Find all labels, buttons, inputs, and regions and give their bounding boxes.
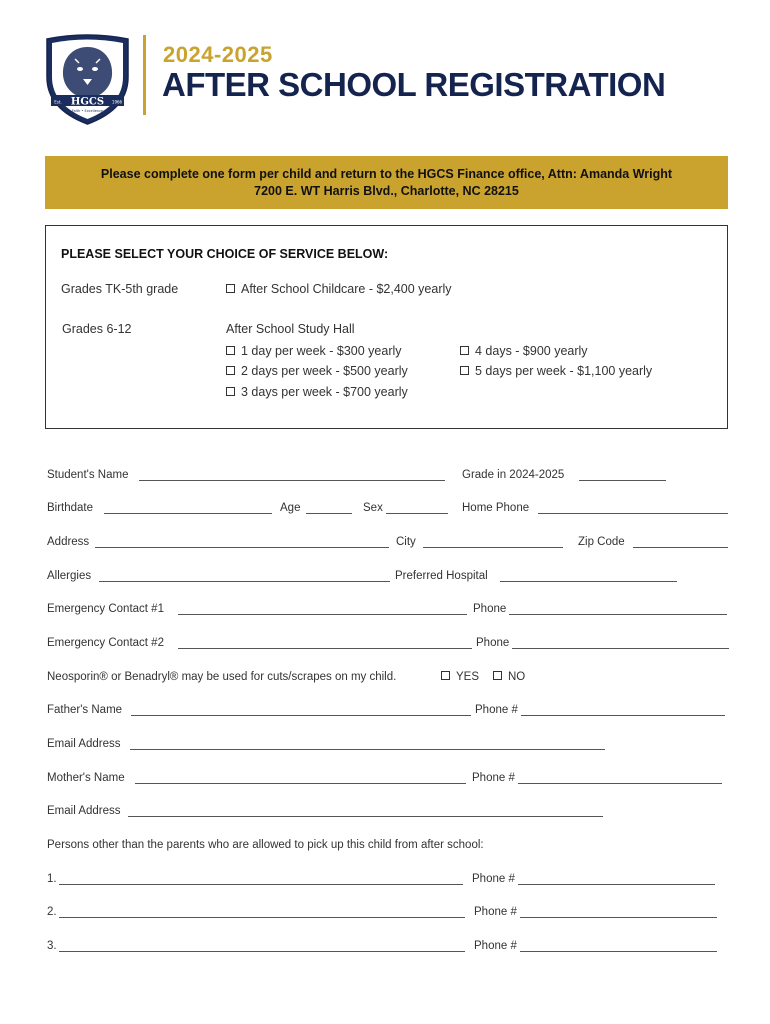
yes-label: YES: [456, 671, 480, 683]
option-4-days[interactable]: [460, 344, 588, 358]
option-2-days-label: 2 days per week - $500 yearly: [241, 364, 408, 378]
pickup-2-number: 2.: [47, 906, 57, 918]
zip-label: Zip Code: [578, 536, 625, 548]
service-heading: PLEASE SELECT YOUR CHOICE OF SERVICE BELOW:: [61, 247, 389, 261]
checkbox-2-days[interactable]: [226, 366, 235, 375]
pickup-1-phone-label: Phone #: [472, 873, 515, 885]
option-5-days[interactable]: [460, 364, 652, 378]
option-3-days-label: 3 days per week - $700 yearly: [241, 385, 408, 399]
checkbox-3-days[interactable]: [226, 387, 235, 396]
logo-text: HGCS: [70, 96, 105, 108]
banner-line-1: Please complete one form per child and return to the HGCS Finance office, Attn: Amanda Wright: [100, 167, 673, 181]
pickup-2-name-field[interactable]: [59, 917, 465, 918]
emergency1-label: Emergency Contact #1: [47, 603, 164, 615]
option-2-days[interactable]: [226, 364, 408, 378]
birthdate-label: Birthdate: [47, 502, 94, 514]
sex-label: Sex: [363, 502, 383, 514]
banner-line-2: 7200 E. WT Harris Blvd., Charlotte, NC 28215: [254, 184, 519, 198]
grade-field[interactable]: [579, 480, 666, 481]
group2-label: Grades 6-12: [62, 322, 132, 336]
pickup-3-number: 3.: [47, 940, 57, 952]
hospital-field[interactable]: [500, 581, 677, 582]
emergency2-phone-field[interactable]: [512, 648, 729, 649]
option-4-days-label: 4 days - $900 yearly: [475, 344, 588, 358]
pickup-3-phone-field[interactable]: [520, 951, 717, 952]
checkbox-no[interactable]: [493, 671, 502, 680]
birthdate-field[interactable]: [104, 513, 272, 514]
father-phone-field[interactable]: [521, 715, 725, 716]
emergency2-label: Emergency Contact #2: [47, 637, 164, 649]
emergency1-phone-field[interactable]: [509, 614, 727, 615]
sex-field[interactable]: [386, 513, 448, 514]
checkbox-childcare[interactable]: [226, 284, 235, 293]
emergency1-phone-label: Phone: [473, 603, 507, 615]
page-title: AFTER SCHOOL REGISTRATION: [162, 66, 666, 103]
option-childcare-label: After School Childcare - $2,400 yearly: [241, 282, 452, 296]
pickup-1-number: 1.: [47, 873, 57, 885]
logo-est-text: Est.: [54, 99, 62, 105]
city-label: City: [396, 536, 416, 548]
logo-motto-text: Faith • Excellence: [71, 109, 104, 113]
pickup-1-name-field[interactable]: [59, 884, 463, 885]
city-field[interactable]: [423, 547, 563, 548]
father-name-field[interactable]: [131, 715, 471, 716]
home-phone-label: Home Phone: [462, 502, 530, 514]
header-divider: [143, 35, 146, 115]
no-label: NO: [508, 671, 526, 683]
emergency2-field[interactable]: [178, 648, 472, 649]
home-phone-field[interactable]: [538, 513, 728, 514]
mother-name-field[interactable]: [135, 783, 466, 784]
pickup-3-phone-label: Phone #: [474, 940, 517, 952]
mother-phone-field[interactable]: [518, 783, 722, 784]
father-phone-label: Phone #: [475, 704, 518, 716]
email2-label: Email Address: [47, 805, 121, 817]
option-childcare[interactable]: [226, 282, 452, 296]
option-5-days-label: 5 days per week - $1,100 yearly: [475, 364, 653, 378]
email1-field[interactable]: [130, 749, 605, 750]
emergency1-field[interactable]: [178, 614, 467, 615]
school-logo-crest-icon: [44, 33, 131, 125]
checkbox-5-days[interactable]: [460, 366, 469, 375]
age-field[interactable]: [306, 513, 352, 514]
pickup-3-name-field[interactable]: [59, 951, 465, 952]
option-3-days[interactable]: [226, 385, 408, 399]
option-1-day[interactable]: [226, 344, 402, 358]
allergies-label: Allergies: [47, 570, 92, 582]
email1-label: Email Address: [47, 738, 121, 750]
email2-field[interactable]: [128, 816, 603, 817]
allergies-field[interactable]: [99, 581, 390, 582]
address-label: Address: [47, 536, 90, 548]
pickup-1-phone-field[interactable]: [518, 884, 715, 885]
student-name-label: Student's Name: [47, 469, 129, 481]
grade-label: Grade in 2024-2025: [462, 469, 565, 481]
pickup-2-phone-label: Phone #: [474, 906, 517, 918]
yes-option[interactable]: [441, 671, 479, 683]
pickup-2-phone-field[interactable]: [520, 917, 717, 918]
school-year: 2024-2025: [163, 42, 273, 67]
logo-year-text: 1966: [111, 99, 123, 105]
neosporin-statement: Neosporin® or Benadryl® may be used for cuts/scrapes on my child.: [47, 671, 397, 683]
pickup-statement: Persons other than the parents who are allowed to pick up this child from after school:: [47, 839, 484, 851]
option-1-day-label: 1 day per week - $300 yearly: [241, 344, 402, 358]
age-label: Age: [280, 502, 301, 514]
father-name-label: Father's Name: [47, 704, 123, 716]
no-option[interactable]: [493, 671, 525, 683]
mother-name-label: Mother's Name: [47, 772, 125, 784]
checkbox-1-day[interactable]: [226, 346, 235, 355]
checkbox-4-days[interactable]: [460, 346, 469, 355]
student-name-field[interactable]: [139, 480, 445, 481]
emergency2-phone-label: Phone: [476, 637, 510, 649]
zip-field[interactable]: [633, 547, 728, 548]
service-selection-box: [45, 225, 728, 429]
mother-phone-label: Phone #: [472, 772, 515, 784]
group1-label: Grades TK-5th grade: [61, 282, 179, 296]
study-hall-title: After School Study Hall: [226, 322, 355, 336]
hospital-label: Preferred Hospital: [395, 570, 488, 582]
checkbox-yes[interactable]: [441, 671, 450, 680]
address-field[interactable]: [95, 547, 389, 548]
instructions-banner: [45, 156, 728, 209]
